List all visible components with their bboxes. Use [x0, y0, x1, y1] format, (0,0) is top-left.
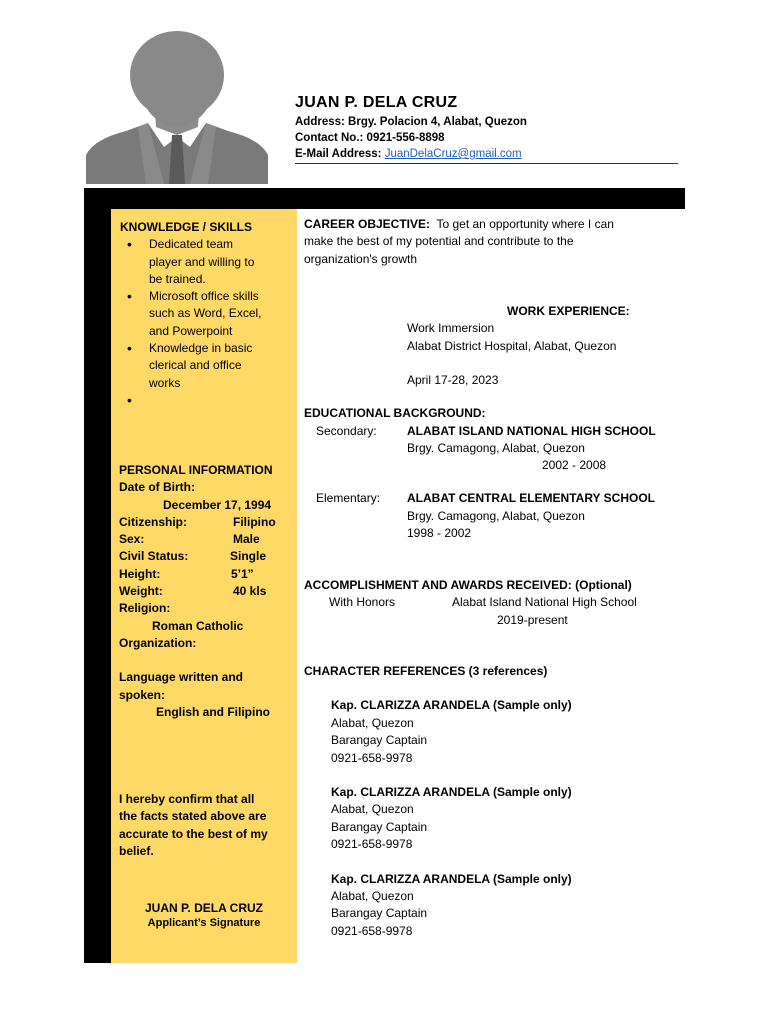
award-name: With Honors	[329, 595, 396, 609]
contact-line: Contact No.: 0921-556-8898	[295, 132, 445, 144]
education-title: EDUCATIONAL BACKGROUND:	[304, 406, 486, 420]
reference-place: Alabat, Quezon	[331, 889, 414, 903]
civil-status-label: Civil Status:	[119, 549, 189, 564]
skill-text: clerical and office	[149, 358, 242, 373]
citizenship-label: Citizenship:	[119, 514, 187, 529]
reference-place: Alabat, Quezon	[331, 802, 414, 816]
skills-list	[120, 236, 292, 409]
address-line: Address: Brgy. Polacion 4, Alabat, Quezon	[295, 116, 527, 128]
weight-value: 40 kls	[233, 584, 267, 599]
objective-label: CAREER OBJECTIVE:	[304, 217, 431, 231]
email-line	[295, 148, 522, 160]
elementary-label: Elementary:	[316, 491, 381, 505]
confirm-line: I hereby confirm that all	[119, 792, 255, 806]
reference-phone: 0921-658-9978	[331, 924, 413, 938]
elementary-school: ALABAT CENTRAL ELEMENTARY SCHOOL	[407, 491, 655, 505]
skill-item	[120, 288, 292, 340]
skill-text: and Powerpoint	[149, 323, 233, 338]
skill-text: player and willing to	[149, 254, 255, 269]
religion-value: Roman Catholic	[152, 618, 244, 633]
language-value: English and Filipino	[156, 704, 270, 719]
work-line-2: Alabat District Hospital, Alabat, Quezon	[407, 339, 617, 353]
confirm-line: accurate to the best of my	[119, 826, 268, 841]
confirm-line: the facts stated above are	[119, 809, 267, 824]
secondary-school: ALABAT ISLAND NATIONAL HIGH SCHOOL	[407, 424, 656, 438]
weight-label: Weight:	[119, 584, 163, 599]
profile-photo	[86, 27, 268, 184]
skill-text: • Microsoft office skills	[149, 289, 259, 304]
references-title: CHARACTER REFERENCES (3 references)	[304, 664, 548, 678]
skill-text: works	[149, 375, 181, 390]
skill-item	[120, 392, 292, 409]
citizenship-value: Filipino	[233, 514, 276, 529]
skill-text: be trained.	[149, 271, 206, 286]
signature-name: JUAN P. DELA CRUZ	[144, 901, 263, 915]
sex-value: Male	[233, 532, 260, 547]
sex-label: Sex:	[119, 532, 145, 547]
secondary-years: 2002 - 2008	[542, 458, 607, 472]
dob-value: December 17, 1994	[163, 497, 272, 512]
sidebar-black-strip	[84, 188, 111, 963]
skill-text: • Dedicated team	[149, 237, 234, 252]
confirm-line: belief.	[119, 843, 154, 858]
header-divider	[295, 163, 678, 164]
language-label-1: Language written and	[119, 670, 244, 685]
language-label-2: spoken:	[119, 687, 166, 702]
reference-name: Kap. CLARIZZA ARANDELA (Sample only)	[331, 785, 572, 799]
applicant-name: JUAN P. DELA CRUZ	[295, 94, 458, 111]
skill-text	[149, 392, 292, 409]
civil-status-value: Single	[230, 549, 267, 564]
header-black-bar	[84, 188, 685, 209]
work-title: WORK EXPERIENCE:	[507, 304, 630, 318]
award-years: 2019-present	[497, 613, 568, 627]
secondary-label: Secondary:	[316, 424, 377, 438]
work-date: April 17-28, 2023	[407, 373, 499, 387]
height-label: Height:	[119, 566, 161, 581]
work-line-1: Work Immersion	[407, 321, 495, 335]
objective-text: To get an opportunity where I can	[430, 217, 614, 231]
signature-caption: Applicant’s Signature	[147, 917, 261, 929]
person-silhouette-icon	[86, 27, 268, 184]
email-link[interactable]: JuanDelaCruz@gmail.com	[384, 148, 522, 160]
skill-item	[120, 236, 292, 288]
reference-place: Alabat, Quezon	[331, 716, 414, 730]
reference-name: Kap. CLARIZZA ARANDELA (Sample only)	[331, 698, 572, 712]
objective-line-1	[304, 216, 614, 233]
elementary-address: Brgy. Camagong, Alabat, Quezon	[407, 509, 585, 523]
skill-text: such as Word, Excel,	[149, 306, 262, 321]
religion-label: Religion:	[119, 601, 171, 616]
reference-position: Barangay Captain	[331, 820, 428, 834]
skill-text: • Knowledge in basic	[149, 341, 253, 356]
personal-info-section	[119, 462, 295, 721]
reference-position: Barangay Captain	[331, 906, 428, 920]
reference-name: Kap. CLARIZZA ARANDELA (Sample only)	[331, 872, 572, 886]
objective-line-3: organization's growth	[304, 252, 418, 266]
reference-phone: 0921-658-9978	[331, 837, 413, 851]
height-value: 5’1”	[231, 566, 254, 581]
signature-block	[111, 901, 297, 929]
skills-section	[120, 219, 292, 409]
skills-title: KNOWLEDGE / SKILLS	[120, 220, 252, 234]
reference-position: Barangay Captain	[331, 733, 428, 747]
secondary-address: Brgy. Camagong, Alabat, Quezon	[407, 441, 585, 455]
dob-label: Date of Birth:	[119, 480, 195, 495]
elementary-years: 1998 - 2002	[407, 526, 472, 540]
awards-title: ACCOMPLISHMENT AND AWARDS RECEIVED: (Optional)	[304, 578, 632, 592]
skill-item	[120, 340, 292, 392]
personal-title: PERSONAL INFORMATION	[119, 463, 273, 477]
reference-phone: 0921-658-9978	[331, 751, 413, 765]
confirmation-text	[119, 791, 295, 860]
organization-label: Organization:	[119, 635, 197, 650]
email-label: E-Mail Address:	[295, 148, 385, 160]
award-school: Alabat Island National High School	[452, 595, 637, 609]
objective-line-2: make the best of my potential and contribute to the	[304, 234, 574, 248]
